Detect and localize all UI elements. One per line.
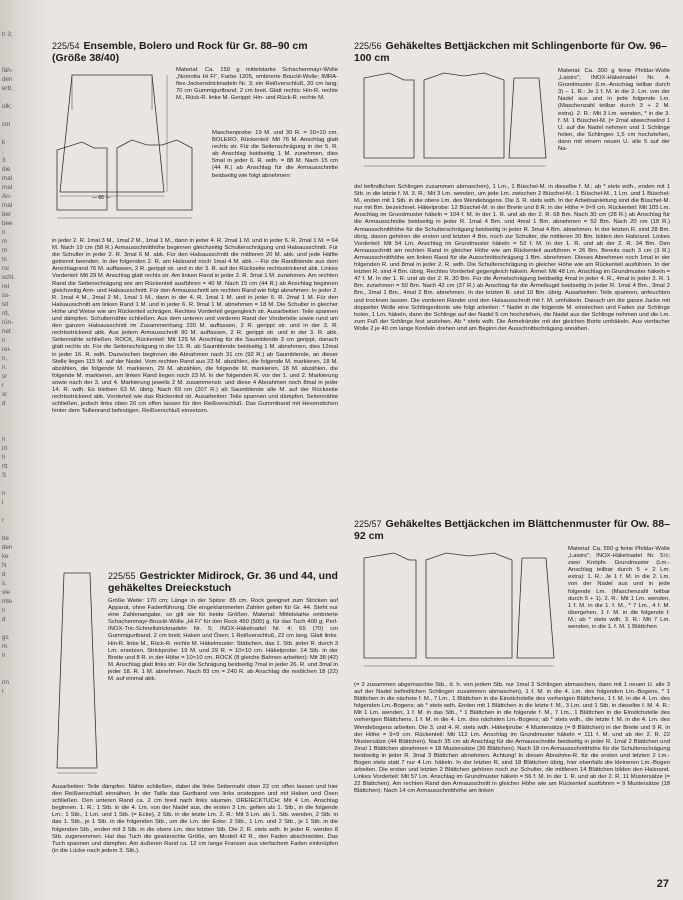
pattern-title: Ensemble, Bolero und Rock für Gr. 88–90 cm (Größe 38/40) bbox=[52, 40, 308, 64]
gutter-text: h 3; fäh- den erb; olk; cm k ; 3 die mal mal An- mal ber bee n m m ts rsr schl. rel ss- sit rd, rün- net n rei- n, n. sr r sr d n irt h rtt S n l r be den ke N d s. vie mle n d gs m n nn r bbox=[2, 31, 15, 695]
section-225-56 bbox=[354, 40, 670, 64]
section-title bbox=[108, 570, 338, 594]
bedjacket-1-side-text: Material: Ca. 300 g feine Phildar-Wolle „Laisirs"; INOX-Häkelnadel Nr. 4. Grundmuster (Lm.-Anschlag teilbar durch 3) – 1. R.: Je 1 f. M. in die 2. Lm. von der Nadel aus und in jede folgende Lm. (Maschenzahl teilbar durch 3 + 2 M. extra). 2. R.: Mit 3 Lm. wenden, * in die 3. f. M. 1 Büschel-M. (= 2mal abwechselnd 1 U. auf die Nadel nehmen und 1 Schlinge holen, die Schlingen 1,5 cm hochziehen, dann mit einem neuen U. alle 5 auf der Na- bbox=[558, 68, 670, 153]
bedjacket-2-side-text: Material: Ca. 550 g feine Phildar-Wolle „Laisirs"; INOX-Häkelnadel Nr. 5½; zwei Knöpfe. Grundmuster (Lm.-Anschlag teilbar durch 5 + 2 Lm. extra): 1. R.: Je 1 f. M. in die 2. Lm. von der Nadel aus und in jede folgende Lm. (Maschenzahl teilbar durch 5 + 1). 2. R.: Mit 1 Lm. wenden, 1 f. M. in die 1. f. M., * 7 Lm., 4 f. M. übergehen, 1 f. M. in die folgende f. M.; ab * stets wdh. 3. R.: Mit 7 Lm. wenden, in die 1. f. M. 1 Blättchen bbox=[568, 546, 670, 631]
svg-text:— 66 —: — 66 — bbox=[92, 195, 111, 200]
pattern-number: 225/56 bbox=[354, 41, 382, 51]
pattern-number: 225/55 bbox=[108, 571, 136, 581]
pattern-title: Gestrickter Midirock, Gr. 36 und 44, und gehäkeltes Dreieckstuch bbox=[108, 570, 338, 594]
bedjacket-1-body-text: del befindlichen Schlingen zusammen abmaschen), 1 Lm., 1 Büschel-M. in dieselbe f. M.; ab * stets wdh., enden mit 1 Stb. in die letzte f. M. 3. R.: Mit 3 Lm. wenden, um jede Lm. zwischen 2 Büschel-M.: 1 Büschel-M., 1 Lm. und 1 Büschel-M., enden mit 1 Stb. in die obere Lm. des Wendebogens. Die 3. R. stets wdh. In der Arbeitsanleitung sind die Büschel-M. nur mit Bm. bezeichnet. Häkelprobe: 12 Büschel-M. in der Breite und 8 R. in der Höhe = 9×9 cm. Rückenteil: Mit 105 Lm. Anschlag im Grundmuster häkeln = 104 f. M. In der 1. R. und ab der 2. R. 68 Bm. Nach 30 cm (28 R.) ab Anschlag für die Armausschnitte beidseitig in jeder R. 1mal 4 Bm. und 4mal 1 Bm. abnehmen = 52 Bm. Nach 20 cm (18 R.) Armausschnitthöhe für die Schulterschrägung beidseitig in jeder R. 3mal 4 Bm. abnehmen. In der letzten R. sind 28 Bm. übrig, davon gehören die ersten und letzten 4 Bm. noch zur Schulter, die mittleren 20 Bm. bilden den Halsrand. Linkes Vorderteil: Mit 54 Lm. Anschlag im Grundmuster häkeln = 53 f. M. In der 1. R. und ab der 2. R. 34 Bm. Den Armausschnitt am rechten Rand in gleicher Höhe wie am Rückenteil ausführen = 26 Bm. Bereits nach 3 cm (3 R.) Armausschnitthöhe am linken Rand für die Ausschnittschrägung 1 Bm. abnehmen. Dieses Abnehmen noch 1mal in der folgenden R. und 8mal in jeder 2. R. wdh. Die Schulterschrägung in gleicher Höhe wie am Rückenteil ausführen. In der letzten R. sind 4 Bm. übrig. Rechtes Vorderteil gegengleich häkeln. Ärmel: Mit 48 Lm. Anschlag im Grundmuster häkeln = 47 f. M. In der 1. R. und ab der 2. R. 30 Bm. Für die Ärmelschrägung beidseitig 4mal in jeder 4. R., 4mal in jeder 3. R. 1 Bm. zunehmen = 50 Bm. Nach 42 cm (37 R.) ab Anschlag für die Ärmelkugel beidseitig in jeder R. 1mal 4 Bm., 3mal 2 Bm., 2mal 1 Bm., 4mal 2 Bm. abnehmen. In der letzten R. sind 10 Bm. übrig. Ausarbeiten: Teile spannen, anfeuchten und trocknen lassen. Die vorderen Ränder und den Halsausschnitt mit f. M. umhäkeln. Danach um die ganze Jacke mit doppelter Wolle eine Schlingenborte wie folgt arbeiten: * Nadel in die folgende M. einstechen und Faden zur Schlinge holen, 1 Lm. häkeln, dann die Schlinge auf der Nadel 5 cm hochziehen, die Nadel aus der Schlinge nehmen und die Lm. zum Fuß der Schlinge fest anziehen. Ab * stets wdh. Die Ärmelränder mit der gleichen Borte umhäkeln. Aus vierfacher Wolle 2 je 40 cm lange Kordeln drehen und am Beginn der Ausschnittschrägung annähen. bbox=[354, 184, 670, 332]
section-225-55 bbox=[108, 570, 338, 594]
pattern-number: 225/57 bbox=[354, 519, 382, 529]
bolero-body-text: in jeder 2. R. 1mal 3 M., 1mal 2 M., 1mal 1 M., dann in jeder 4. R. 2mal 1 M. und in jeder 6. R. 2mal 1 M. = 64 M. Nach 19 cm (58 R.) Armausschnitthöhe beginnen gleichzeitig Schulterschrägung und Halsausschnitt. Für die Schulter in jeder 2. R. 3mal 6 M. abk. Für den Halsausschnitt die mittleren 20 M. abk. und jede Hälfte getrennt beenden. In der folgenden 2. R. am Halsrand noch 1mal 4 M. abk. – Für die Randblende aus dem Anschlagrand 76 M. auffassen, 2 R. gerippt str. und in der 3. R. auf der Rückseite rechtsstrickend abk. Linkes Vorderteil: Mit 29 M. Anschlag glatt rechts str. Am linken Rand in jeder 2. R. 3mal 1 M. zunehmen. Am rechten Rand die Seitenschrägung wie am Rückenteil ausführen = 40 M. Nach 15 cm (44 R.) ab Anschlag beginnen gleichzeitig Arm- und Halsausschnitt. Für den Armausschnitt am rechten Rand wie folgt abnehmen: In jeder 2. R. 1mal 4 M., 2mal 2 M., 1mal 1 M., dann in der 4. R. 1mal 1 M. und in jeder 6. R. 2mal 1 M. Für den Halsausschnitt am linken Rand 1 M. und in jeder 6. R. 9mal 1 M. abnehmen = 18 M. Die Schulter in gleicher Höhe und Weise wie am Rückenteil schrägen. Rechtes Vorderteil gegengleich str. Ausarbeiten: Teile spannen und dämpfen. Schulternähte schließen. Aus dem unteren und vorderen Rand der Vorderteile sowie rund um den ganzen Halsausschnitt im Zusammenhang 220 M. auffassen, 2 R. gerippt str. und in der 3. R. rechtsstrickend abk. Aus jedem Armausschnitt 90 M. auffassen, 2 R. gerippt str. und in der 3. R. abk. Seitennähte schließen. ROCK, Rückenteil: Mit 125 M. Anschlag für die Saumblende 3 cm gerippt, danach glatt rechts str. Für die Seitenschrägung in der 13. R. ab Saumblende beidseitig 1 M. abnehmen, dies 12mal in jeder 16. R. wdh. Dazwischen beginnen die Abnahmen nach 31 cm (92 R.) ab Saumblende, an dieser Stelle liegen 115 M. auf der Nadel. Vom rechten Rand aus 23 M. abzählen, die folgende M. markieren, 18 M. abzählen, die folgende M. markieren, 29 M. abzählen, die folgende M. markieren, 18 M. abzählen, die folgende M. markieren, am linken Rand liegen noch 23 M. In der folgenden R. vor der 1. und 2. Markierung sowie nach der 3. und 4. Markierung jeweils 2 M. zusammenstr. und diese 4 Abnahmen noch 8mal in jeder 14. R. wdh. Es bleiben 63 M. übrig. Nach 69 cm (207 R.) ab Saumblende alle M. auf der Rückseite rechtsstrickend abk. Vorderteil wie das Rückenteil str. Ausarbeiten: Teile spannen und dämpfen. Seitennähte schließen, jedoch links oben 20 cm offen lassen für den Reißverschluß. Das Gummiband mit Hexenstichen hinter dem Taillenrand befestigen. Reißverschluß einsetzen. bbox=[52, 238, 338, 415]
binding-gutter bbox=[0, 0, 48, 900]
bolero-diagram bbox=[52, 130, 212, 230]
section-title bbox=[52, 40, 338, 64]
section-title bbox=[354, 518, 670, 542]
midirock-body-text: Ausarbeiten: Teile dämpfen. Nähte schließen, dabei die linke Seitennaht oben 22 cm offen lassen und hier den Reißverschluß einnähen. In der Taille das Gurtband von links onsteppen und mit Haken und Ösen schließen. Den unteren Rand ca. 2 cm breit nach links säumen. DREIECKTUCH: Mit 4 Lm. Anschlag beginnen. 1. R.: 1 Stb. in die 4. Lm. von der Nadel aus, die ersten 3 Lm. gelten als 1. Stb., in die folgende Lm.: 1 Stb., 1 Lm. und 1 Stb. (= Ecke), 2 Stb. in die letzte Lm. 2. R.: Mit 3 Lm. als 1. Stb. wenden, 2 Stb. in das 1. Stb., je 1 Stb. in die folgenden Stb., um die Lm. der Ecke: 2 Stb., 1 Lm. und 2 Stb., je 1 Stb. in die folgenden Stb., enden mit 3 Stb. in die obere Lm. des letzten Stb. Die 2. R. stets wdh. In jeder R. werden 8 Stb. zugenommen. Hat das Tuch die gewünschte Größe, am Modell 42 R., den Faden abschneiden. Das Tuch spannen und dämpfen. Am äußeren Rand ca. 12 cm lange Fransen aus vierfachem Faden einknüpfen (in die Lücke nach jedem 3. Stb.). bbox=[52, 784, 338, 854]
section-225-54 bbox=[52, 40, 338, 64]
pattern-title: Gehäkeltes Bettjäckchen im Blättchenmuster für Ow. 88–92 cm bbox=[354, 518, 670, 542]
section-title bbox=[354, 40, 670, 64]
pattern-number: 225/54 bbox=[52, 41, 80, 51]
midiskirt-diagram bbox=[52, 568, 102, 778]
bedjacket-2-body-text: (= 2 zusammen abgemaschte Stb., d. h. von jedem Stb. nur 1mal 2 Schlingen abmaschen, dann mit 1 neuen U. alle 3 auf der Nadel befindlichen Schlingen zusammen abmaschen), 1 f. M. in die 4. Lm. des folgenden Lm.-Bogens, * 1 Blättchen in die nächste f. M., 7 Lm., 1 Blättchen in die Einstichstelle des vorherigen Blättchens, 1 f. M. in die 4. Lm. des folgenden Lm.-Bogens; ab * stets wdh. Enden mit 1 Blättchen in die letzte f. M., 3 Lm. und 1 Stb. in dieselbe f. M. 4. R.: Mit 1 Lm. wenden, 1 f. M. in das Stb., * 1 Blättchen in die folgende f. M., 7 Lm., 1 Blättchen in die Einstichstelle des vorherigen Blättchens, 1 f. M. in die 4. Lm. des nächsten Lm.-Bogens; ab * stets wdh., die letzte f. M. in die 4. Lm. des Wendebogens arbeiten. Die 3. und 4. R. stets wdh. Häkelprobe: 4 Mustersätze (= 8 Blättchen) in der Breite und 9 R. in der Höhe = 9×9 cm. Rückenteil: Mit 112 Lm. Anschlag im Grundmuster häkeln = 111 f. M. und ab der 2. R. 22 Mustersätze (44 Blättchen). Nach 35 cm ab Anschlag für die Armausschnitte beidseitig in jeder R. 1mal 2 Blättchen und 2mal 1 Blättchen abnehmen = 18 Mustersätze (36 Blättchen). Nach 18 cm Armausschnitthöhe für die Schulterschrägung beidseitig in jeder R. 3mal 3 Blättchen abnehmen. Achtung! In diesen Abnahme-R. für die ersten und letzten 2 Lm.-Bogen stets statt 7 nur 4 Lm. häkeln. In der letzten R. sind 18 Blättchen übrig, hier ebenfalls die kleineren Lm.-Bogen arbeiten. Die ersten und letzten 2 Blättchen gehören noch zur Schulter, die mittleren 14 Blättchen bilden den Halsrand. Linkes Vorderteil: Mit 57 Lm. Anschlag im Grundmuster häkeln = 56 f. M. In der 1. R. und ab der 2. R. 11 Mustersätze (= 22 Blättchen). Am rechten Rand den Armausschnitt in gleicher Höhe wie am Rückenteil ausführen = 9 Mustersätze (18 Blättchen). Nach 14 cm Armausschnitthöhe am linken bbox=[354, 682, 670, 795]
midirock-side-text: Größe Weite: 170 cm; Länge in der Spitze: 85 cm. Rock geeignet zum Stricken auf Apparat, ohne Fadenführung. Die eingeklammerten Zahlen gelten für Gr. 44. Steht nur eine Zahlenangabe, so gilt sie für beide Größen. Material: Mittelstarke ombrierte Schachenmayr-Bouclé-Wolle „Hi Fi" für den Rock 450 (500) g, für das Tuch 400 g; Perl-INOX-Tric-Schnellstricknadeln Nr. 5; INOX-Häkelnadel Nr. 4; 65 (70) cm Gummigurtband, 2 cm breit; Haken und Ösen; 1 Reißverschluß, 22 cm lang. Glatt links: Hin-R. linke M., Rück-R. rechte M. Häkelmuster: Stäbchen, das 1. Stb. jeder R. durch 3 Lm. ersetzen. Strickprobe: 19 M. und 29 R. = 10×10 cm. Häkelprobe: 14 Stb. in der Breite und 8 R. in der Höhe = 10×10 cm. ROCK (8 gleiche Bahnen arbeiten): Mit 38 (42) M. Anschlag glatt links str. Für die Schrägung beidseitig 7mal in jeder 26. R. und 3mal in jeder 18. R. 1 M. abnehmen. Nach 83 cm = 240 R. ab Anschlag die restlichen 18 (22) M. auf einmal abk. bbox=[108, 598, 338, 683]
bolero-side-text: Maschenprobe: 19 M. und 30 R. = 10×10 cm. BOLERO, Rückenteil: Mit 76 M. Anschlag glatt rechts str. Für die Seitenschrägung in der 5. R. ab Anschlag beidseitig 1 M. zunehmen, dies 5mal in jeder 6. R. wdh. = 88 M. Nach 15 cm (44 R.) ab Anschlag für die Armausschnitte beidseitig wie folgt abnehmen: bbox=[212, 130, 338, 179]
page-number: 27 bbox=[656, 878, 669, 890]
pattern-title: Gehäkeltes Bettjäckchen mit Schlingenborte für Ow. 96–100 cm bbox=[354, 40, 667, 64]
intro-text: Material: Ca. 150 g mittelstarke Schachenmayr-Wolle „Nomotta Hi Fi", Farbe 1205, ombrierte Bouclé-Wolle; IMRA-flex-Jackenstricknadeln Nr. 3; ein Reißverschluß, 20 cm lang; 70 cm Gummigurtband, 2 cm breit. Glatt rechts: Hin-R. rechte M., Rück-R. linke M. Gerippt: Hin- und Rück-R. rechte M. bbox=[176, 67, 338, 102]
bedjacket-1-diagram bbox=[354, 68, 554, 178]
section-225-57 bbox=[354, 518, 670, 542]
bedjacket-2-diagram bbox=[354, 548, 564, 678]
